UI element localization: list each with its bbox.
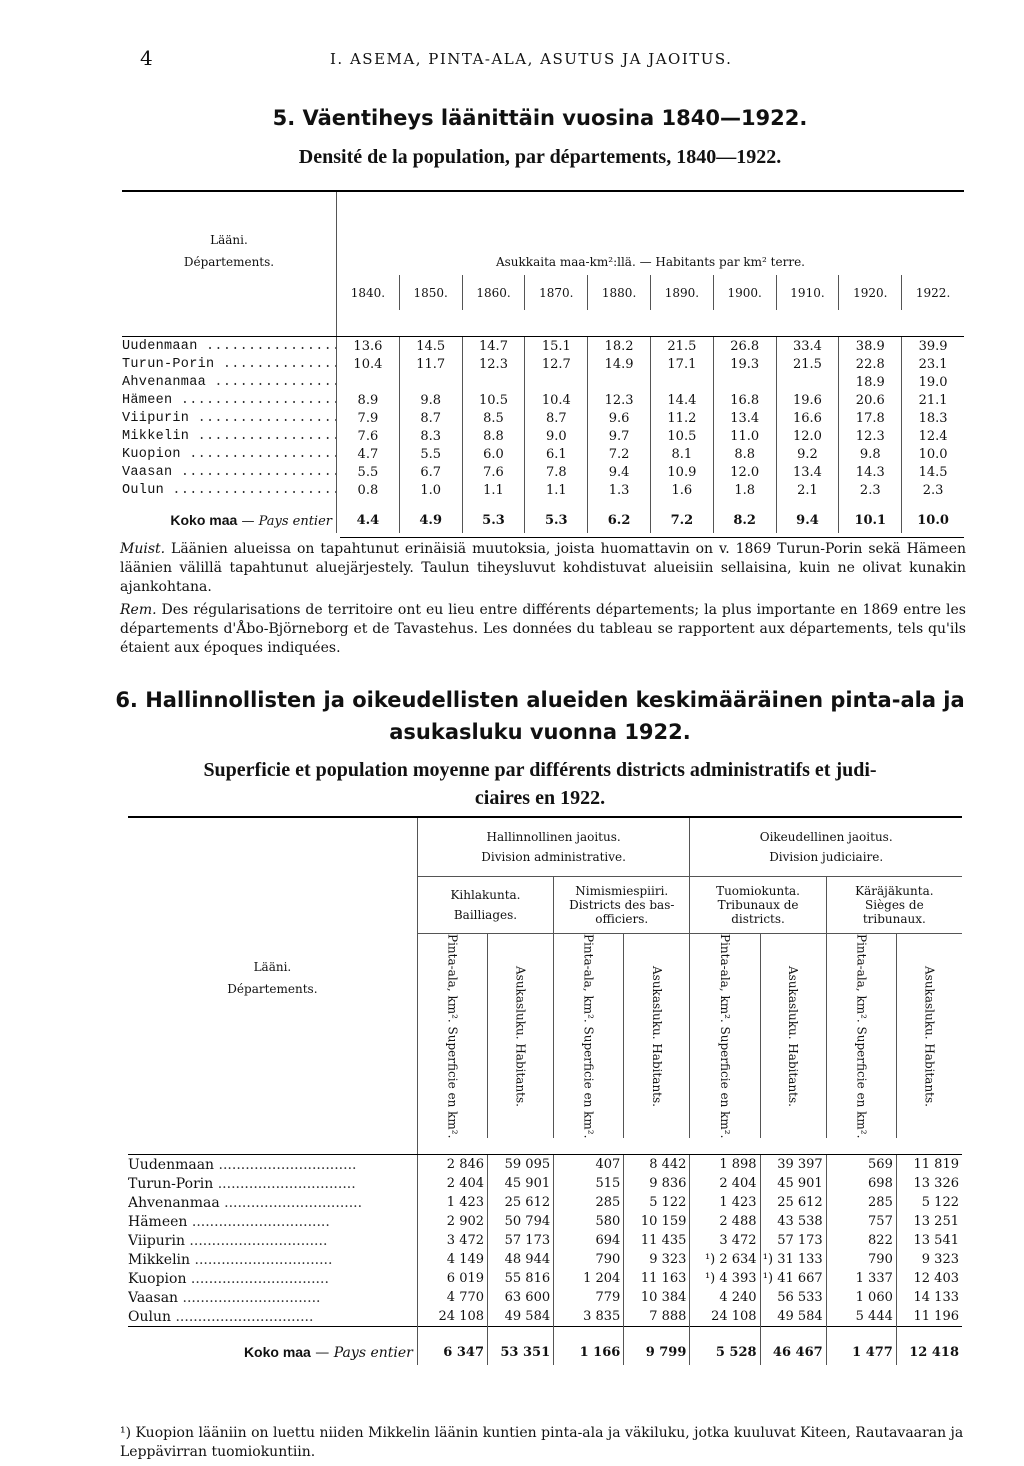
note-fi-text: Läänien alueissa on tapahtunut erinäisiä muutoksia, joista huomattavin on v. 1869 Turun-Porin sekä Hämeen läänien välillä tapahtunut aluejärjestely. Taulun tiheysluvut kohdistuvat alueisiin sellaisina, kuin ne olivat kunakin ajankohtana. — [120, 541, 966, 595]
table-cell: 1.8 — [713, 481, 776, 499]
group-admin-fr: Division administrative. — [481, 850, 626, 864]
table-cell: 49 584 — [488, 1307, 554, 1327]
table-cell: 39 397 — [760, 1155, 826, 1175]
table-cell: 3 472 — [417, 1231, 487, 1250]
table-row — [128, 1288, 962, 1307]
table-cell: 17.8 — [839, 409, 902, 427]
table-cell — [776, 373, 839, 391]
total-cell: 46 467 — [760, 1339, 826, 1365]
table-cell: 12.3 — [839, 427, 902, 445]
table-cell: 22.8 — [839, 355, 902, 373]
table-cell: 16.6 — [776, 409, 839, 427]
total-row — [128, 1339, 962, 1365]
sub-tuomio-fi: Tuomiokunta. — [716, 884, 800, 898]
table-cell: 55 816 — [488, 1269, 554, 1288]
table-cell: 9 836 — [624, 1174, 690, 1193]
total-dash: — — [237, 513, 259, 529]
table-cell — [337, 373, 400, 391]
table-row — [128, 1307, 962, 1327]
table-cell: 24 108 — [690, 1307, 760, 1327]
table-cell: 11 163 — [624, 1269, 690, 1288]
total-cell: 9.4 — [776, 507, 839, 533]
table-cell: 25 612 — [488, 1193, 554, 1212]
sub-karaja — [826, 877, 962, 934]
table-cell: 1.1 — [462, 481, 525, 499]
table-cell: 14 133 — [896, 1288, 962, 1307]
table-cell: 7.6 — [462, 463, 525, 481]
table-cell: 10.4 — [337, 355, 400, 373]
table-cell: 63 600 — [488, 1288, 554, 1307]
table-cell: 18.3 — [902, 409, 964, 427]
group-jud-fr: Division judiciaire. — [769, 850, 884, 864]
table-row — [122, 409, 964, 427]
sub-nimismies-fr: Districts des bas-officiers. — [569, 898, 675, 926]
table-cell: 285 — [554, 1193, 624, 1212]
table-cell: 14.4 — [650, 391, 713, 409]
table-cell: 2 846 — [417, 1155, 487, 1175]
column-header-area: Pinta-ala, km². Superficie en km². — [581, 934, 596, 1139]
column-header-area: Pinta-ala, km². Superficie en km². — [445, 934, 460, 1139]
table-cell: 790 — [826, 1250, 896, 1269]
table-row — [122, 355, 964, 373]
table-cell: 21.1 — [902, 391, 964, 409]
table-cell: 43 538 — [760, 1212, 826, 1231]
table-cell: 19.0 — [902, 373, 964, 391]
total-cell: 4.9 — [399, 507, 462, 533]
total-label-fi: Koko maa — [170, 511, 238, 528]
table6-title-line2: asukasluku vuonna 1922. — [389, 720, 691, 744]
table-cell: 12.3 — [462, 355, 525, 373]
column-header-population: Asukasluku. Habitants. — [922, 965, 937, 1107]
table-cell: 7 888 — [624, 1307, 690, 1327]
table5 — [122, 192, 964, 533]
total-label-fr: Pays entier — [333, 1344, 413, 1361]
total-cell: 9 799 — [624, 1339, 690, 1365]
table-cell: 8.1 — [650, 445, 713, 463]
column-header-area: Pinta-ala, km². Superficie en km². — [854, 934, 869, 1139]
row-header-fi: Lääni. — [253, 960, 292, 975]
table-cell: 8.8 — [462, 427, 525, 445]
table-cell: 45 901 — [760, 1174, 826, 1193]
table-cell: 13 541 — [896, 1231, 962, 1250]
table6-subtitle — [100, 756, 980, 812]
sub-karaja-fi: Käräjäkunta. — [855, 884, 934, 898]
row-header-fr: Départements. — [183, 255, 275, 269]
table-cell: 2 404 — [417, 1174, 487, 1193]
table-cell: 14.5 — [902, 463, 964, 481]
table-row — [128, 1212, 962, 1231]
table-cell: 1.1 — [525, 481, 588, 499]
year-header: 1860. — [462, 275, 525, 310]
total-cell: 7.2 — [650, 507, 713, 533]
table-cell: 580 — [554, 1212, 624, 1231]
table-row — [128, 1155, 962, 1175]
year-header: 1850. — [399, 275, 462, 310]
table-cell: 2.3 — [902, 481, 964, 499]
table-cell: 56 533 — [760, 1288, 826, 1307]
table-cell: 25 612 — [760, 1193, 826, 1212]
table-cell: 8.7 — [525, 409, 588, 427]
table-cell: 13 251 — [896, 1212, 962, 1231]
table-cell: 1 060 — [826, 1288, 896, 1307]
table5-col-group: Asukkaita maa-km²:llä. — Habitants par km² terre. — [337, 192, 965, 275]
table-cell: 569 — [826, 1155, 896, 1175]
table-cell: 10 159 — [624, 1212, 690, 1231]
table5-bottom-rule — [340, 537, 964, 538]
table-cell: 24 108 — [417, 1307, 487, 1327]
row-label: Turun-Porin ..... — [122, 357, 337, 372]
table-cell: 13.4 — [713, 409, 776, 427]
table-cell: 407 — [554, 1155, 624, 1175]
table-cell: 15.1 — [525, 337, 588, 356]
table-cell: 13.4 — [776, 463, 839, 481]
table-cell: 7.8 — [525, 463, 588, 481]
total-cell: 5.3 — [462, 507, 525, 533]
table-row — [128, 1250, 962, 1269]
table-cell: 2.1 — [776, 481, 839, 499]
table6-group-admin — [417, 818, 690, 877]
column-header-population: Asukasluku. Habitants. — [649, 965, 664, 1107]
table-cell: 2 902 — [417, 1212, 487, 1231]
row-header-fi: Lääni. — [210, 233, 248, 247]
year-header: 1910. — [776, 275, 839, 310]
table-cell: 9.8 — [839, 445, 902, 463]
table-row — [122, 337, 964, 356]
table-cell: 17.1 — [650, 355, 713, 373]
page-number: 4 — [140, 46, 153, 70]
table-cell: 1 337 — [826, 1269, 896, 1288]
group-admin-fi: Hallinnollinen jaoitus. — [486, 830, 621, 844]
table-cell: 6.0 — [462, 445, 525, 463]
table-cell: 14.7 — [462, 337, 525, 356]
total-cell: 10.0 — [902, 507, 964, 533]
table-row — [122, 445, 964, 463]
table-cell: 57 173 — [760, 1231, 826, 1250]
sub-tuomio — [690, 877, 826, 934]
table-cell: 6.1 — [525, 445, 588, 463]
table-cell: 6 019 — [417, 1269, 487, 1288]
sub-kihlakunta-fi: Kihlakunta. — [450, 888, 521, 902]
year-header: 1922. — [902, 275, 964, 310]
sub-nimismies — [554, 877, 690, 934]
sub-karaja-fr: Sièges de tribunaux. — [862, 898, 926, 926]
total-row — [122, 507, 964, 533]
table6-subtitle-line2: ciaires en 1922. — [474, 787, 606, 809]
table-cell: ¹) 2 634 — [690, 1250, 760, 1269]
table-cell: 5 122 — [624, 1193, 690, 1212]
table-cell: 10 384 — [624, 1288, 690, 1307]
table-cell: 7.6 — [337, 427, 400, 445]
column-header-area: Pinta-ala, km². Superficie en km². — [717, 934, 732, 1139]
column-header-population: Asukasluku. Habitants. — [786, 965, 801, 1107]
table-cell: 13 326 — [896, 1174, 962, 1193]
total-cell: 12 418 — [896, 1339, 962, 1365]
table-cell: 10.9 — [650, 463, 713, 481]
total-cell: 6.2 — [588, 507, 651, 533]
table-cell: 8.5 — [462, 409, 525, 427]
total-label-fi: Koko maa — [243, 1343, 311, 1360]
total-cell: 1 166 — [554, 1339, 624, 1365]
table-cell: ¹) 4 393 — [690, 1269, 760, 1288]
total-cell: 6 347 — [417, 1339, 487, 1365]
table6-row-header — [128, 818, 417, 1138]
table-cell — [588, 373, 651, 391]
table-cell — [713, 373, 776, 391]
row-label: Kuopion ..... — [128, 1271, 329, 1287]
table-cell: 8.8 — [713, 445, 776, 463]
table-cell: 2 404 — [690, 1174, 760, 1193]
table-cell: 1.3 — [588, 481, 651, 499]
table-cell: 8.9 — [337, 391, 400, 409]
table-cell: 18.2 — [588, 337, 651, 356]
table-cell: 8.3 — [399, 427, 462, 445]
table-cell: 49 584 — [760, 1307, 826, 1327]
row-label: Hämeen ..... — [122, 393, 337, 408]
table-cell: ¹) 41 667 — [760, 1269, 826, 1288]
table-cell: 39.9 — [902, 337, 964, 356]
table-cell: 2.3 — [839, 481, 902, 499]
year-header: 1840. — [337, 275, 400, 310]
column-header-population: Asukasluku. Habitants. — [513, 965, 528, 1107]
table-cell: 21.5 — [650, 337, 713, 356]
table-cell: 6.7 — [399, 463, 462, 481]
table-cell: 1 423 — [417, 1193, 487, 1212]
table-cell: 14.5 — [399, 337, 462, 356]
table-cell: 3 835 — [554, 1307, 624, 1327]
row-label: Kuopion ..... — [122, 447, 337, 462]
table-row — [122, 463, 964, 481]
table5-title: 5. Väentiheys läänittäin vuosina 1840—1922. — [272, 106, 808, 130]
note-fi — [120, 540, 966, 597]
table-cell: 1 423 — [690, 1193, 760, 1212]
table-row — [122, 373, 964, 391]
table-row — [128, 1174, 962, 1193]
table-cell: 1 898 — [690, 1155, 760, 1175]
table-cell: 48 944 — [488, 1250, 554, 1269]
row-label: Viipurin ..... — [128, 1233, 327, 1249]
table-cell: 18.9 — [839, 373, 902, 391]
table5-row-header — [122, 192, 337, 310]
row-label: Ahvenanmaa ..... — [122, 375, 337, 390]
total-cell: 5 528 — [690, 1339, 760, 1365]
table-cell: 2 488 — [690, 1212, 760, 1231]
row-label: Mikkelin ..... — [122, 429, 337, 444]
sub-tuomio-fr: Tribunaux de districts. — [717, 898, 799, 926]
table-cell: 1.6 — [650, 481, 713, 499]
table-cell: 50 794 — [488, 1212, 554, 1231]
table-cell: 33.4 — [776, 337, 839, 356]
table6-group-jud — [690, 818, 962, 877]
row-label: Vaasan ..... — [128, 1290, 320, 1306]
table-cell: 757 — [826, 1212, 896, 1231]
table-cell: 19.3 — [713, 355, 776, 373]
table-cell: 4 149 — [417, 1250, 487, 1269]
row-label: Turun-Porin ..... — [128, 1176, 356, 1192]
table-cell: 12.3 — [588, 391, 651, 409]
table-cell: 9.2 — [776, 445, 839, 463]
year-header: 1880. — [588, 275, 651, 310]
table-row — [122, 481, 964, 499]
table-cell — [525, 373, 588, 391]
total-cell: 1 477 — [826, 1339, 896, 1365]
table-cell: 16.8 — [713, 391, 776, 409]
table-cell: 9.6 — [588, 409, 651, 427]
table-cell: 10.5 — [650, 427, 713, 445]
table-cell: 9.8 — [399, 391, 462, 409]
table-row — [128, 1193, 962, 1212]
year-header: 1920. — [839, 275, 902, 310]
table-cell: 9.7 — [588, 427, 651, 445]
table-cell: 515 — [554, 1174, 624, 1193]
row-header-fr: Départements. — [227, 982, 318, 997]
table-cell: 14.3 — [839, 463, 902, 481]
note-fr-label: Rem. — [120, 602, 157, 618]
table-cell: ¹) 31 133 — [760, 1250, 826, 1269]
table-cell: 20.6 — [839, 391, 902, 409]
table-cell: 21.5 — [776, 355, 839, 373]
table-cell: 4 770 — [417, 1288, 487, 1307]
table-cell: 790 — [554, 1250, 624, 1269]
table-cell: 12.0 — [713, 463, 776, 481]
group-jud-fi: Oikeudellinen jaoitus. — [759, 830, 893, 844]
row-label: Oulun ..... — [122, 483, 337, 498]
table-cell: 285 — [826, 1193, 896, 1212]
row-label: Vaasan ..... — [122, 465, 337, 480]
table-row — [122, 427, 964, 445]
table-cell: 9 323 — [896, 1250, 962, 1269]
running-title: I. ASEMA, PINTA-ALA, ASUTUS JA JAOITUS. — [330, 50, 733, 68]
table6 — [128, 818, 962, 1365]
table-cell: 5 122 — [896, 1193, 962, 1212]
table-cell: 7.9 — [337, 409, 400, 427]
footnote: ¹) Kuopion lääniin on luettu niiden Mikkelin läänin kuntien pinta-ala ja väkiluku, jotka kuuluvat Kiteen, Rautavaaran ja Leppävirran tuomiokuntiin. — [120, 1425, 964, 1460]
table-cell: 12.0 — [776, 427, 839, 445]
table-cell: 9.4 — [588, 463, 651, 481]
table-cell: 11 196 — [896, 1307, 962, 1327]
table-cell: 59 095 — [488, 1155, 554, 1175]
table5-subtitle: Densité de la population, par départements, 1840—1922. — [298, 146, 782, 168]
table-cell: 5.5 — [399, 445, 462, 463]
table-cell: 12.7 — [525, 355, 588, 373]
table-cell: 10.5 — [462, 391, 525, 409]
total-cell: 4.4 — [337, 507, 400, 533]
table-cell: 779 — [554, 1288, 624, 1307]
table-row — [128, 1269, 962, 1288]
table-cell: 8 442 — [624, 1155, 690, 1175]
total-cell: 53 351 — [488, 1339, 554, 1365]
table-cell: 11 819 — [896, 1155, 962, 1175]
year-header: 1890. — [650, 275, 713, 310]
table-cell: 4 240 — [690, 1288, 760, 1307]
total-label-fr: Pays entier — [258, 513, 332, 529]
table-cell — [650, 373, 713, 391]
table-cell: 11 435 — [624, 1231, 690, 1250]
table-cell: 23.1 — [902, 355, 964, 373]
table-cell: 5.5 — [337, 463, 400, 481]
table-cell: 3 472 — [690, 1231, 760, 1250]
row-label: Uudenmaan ..... — [128, 1157, 356, 1173]
table-cell: 10.4 — [525, 391, 588, 409]
table-row — [128, 1231, 962, 1250]
sub-kihlakunta — [417, 877, 553, 934]
table-cell — [399, 373, 462, 391]
table-cell: 9 323 — [624, 1250, 690, 1269]
year-header: 1870. — [525, 275, 588, 310]
table-cell: 11.2 — [650, 409, 713, 427]
table-cell: 10.0 — [902, 445, 964, 463]
row-label: Mikkelin ..... — [128, 1252, 332, 1268]
table-cell: 694 — [554, 1231, 624, 1250]
table6-title — [100, 684, 980, 748]
table-cell: 8.7 — [399, 409, 462, 427]
page-header — [0, 46, 1024, 76]
table-cell: 12.4 — [902, 427, 964, 445]
note-fr — [120, 601, 966, 658]
table-cell: 698 — [826, 1174, 896, 1193]
table-cell: 26.8 — [713, 337, 776, 356]
row-label: Oulun ..... — [128, 1309, 313, 1325]
total-dash: — — [310, 1344, 334, 1361]
table-cell: 822 — [826, 1231, 896, 1250]
row-label: Ahvenanmaa ..... — [128, 1195, 362, 1211]
total-cell: 10.1 — [839, 507, 902, 533]
sub-nimismies-fi: Nimismiespiiri. — [575, 884, 669, 898]
table-cell: 13.6 — [337, 337, 400, 356]
table-cell: 1 204 — [554, 1269, 624, 1288]
table-cell: 19.6 — [776, 391, 839, 409]
table-row — [122, 391, 964, 409]
total-cell: 5.3 — [525, 507, 588, 533]
row-label: Viipurin ..... — [122, 411, 337, 426]
note-fi-label: Muist. — [120, 541, 166, 557]
table-cell: 9.0 — [525, 427, 588, 445]
table-cell: 14.9 — [588, 355, 651, 373]
table-cell: 38.9 — [839, 337, 902, 356]
sub-kihlakunta-fr: Bailliages. — [453, 908, 518, 922]
table-cell: 4.7 — [337, 445, 400, 463]
row-label: Uudenmaan ..... — [122, 339, 337, 354]
table-cell: 1.0 — [399, 481, 462, 499]
table-cell: 45 901 — [488, 1174, 554, 1193]
table-cell: 57 173 — [488, 1231, 554, 1250]
table-cell: 7.2 — [588, 445, 651, 463]
row-label: Hämeen ..... — [128, 1214, 330, 1230]
table6-subtitle-line1: Superficie et population moyenne par différents districts administratifs et judi- — [203, 759, 877, 781]
table-cell: 0.8 — [337, 481, 400, 499]
year-header: 1900. — [713, 275, 776, 310]
table6-title-line1: 6. Hallinnollisten ja oikeudellisten alueiden keskimääräinen pinta-ala ja — [115, 688, 965, 712]
note-fr-text: Des régularisations de territoire ont eu lieu entre différents départements; la plus importante en 1869 entre les départements d'Åbo-Björneborg et de Tavastehus. Les données du tableau se rapportent aux départements, tels qu'ils étaient aux époques indiquées. — [120, 602, 966, 656]
table-cell: 11.0 — [713, 427, 776, 445]
table-cell: 12 403 — [896, 1269, 962, 1288]
table-cell: 11.7 — [399, 355, 462, 373]
table-cell — [462, 373, 525, 391]
table-cell: 5 444 — [826, 1307, 896, 1327]
total-cell: 8.2 — [713, 507, 776, 533]
